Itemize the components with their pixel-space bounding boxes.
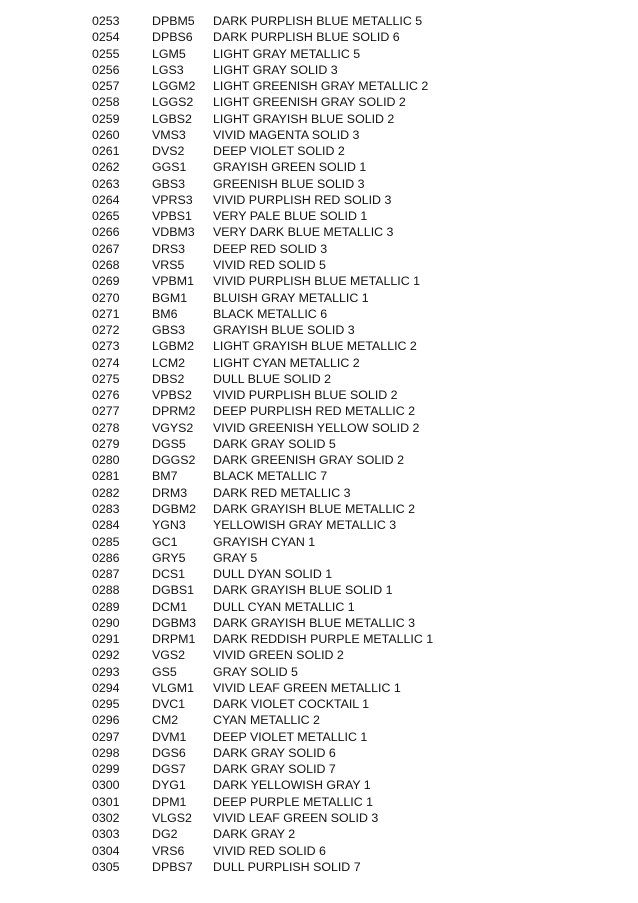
table-row [92, 29, 513, 45]
table-row [92, 224, 513, 240]
table-row [92, 843, 513, 859]
color-code: DGBM2 [152, 501, 197, 516]
color-code: DPRM2 [152, 404, 196, 419]
row-number: 0286 [92, 550, 120, 565]
table-row [92, 322, 513, 338]
color-code: DGGS2 [152, 453, 196, 468]
table-row [92, 615, 513, 631]
color-description: DARK GRAYISH BLUE METALLIC 2 [213, 501, 415, 516]
color-description: DARK GRAY 2 [213, 827, 296, 842]
color-code: DPBM5 [152, 14, 195, 28]
color-code: DG2 [152, 827, 178, 842]
color-description: LIGHT GRAY SOLID 3 [213, 62, 338, 77]
table-row [92, 647, 513, 663]
row-number: 0274 [92, 355, 120, 370]
table-row [92, 599, 513, 615]
color-code: LGGM2 [152, 79, 196, 94]
table-row [92, 208, 513, 224]
row-number: 0258 [92, 95, 120, 110]
row-number: 0260 [92, 127, 120, 142]
color-description: GRAY 5 [213, 550, 258, 565]
row-number: 0287 [92, 567, 120, 582]
color-code: LGS3 [152, 62, 184, 77]
color-code: GGS1 [152, 160, 187, 175]
color-description: BLACK METALLIC 6 [213, 306, 328, 321]
table-row [92, 94, 513, 110]
table-row [92, 143, 513, 159]
row-number: 0264 [92, 192, 120, 207]
color-code: DGS5 [152, 436, 186, 451]
table-row [92, 777, 513, 793]
table-row [92, 517, 513, 533]
color-code: VLGM1 [152, 680, 195, 695]
table-row [92, 371, 513, 387]
color-code: GBS3 [152, 176, 186, 191]
color-code: BM7 [152, 469, 178, 484]
color-code: BGM1 [152, 290, 188, 305]
color-code: GBS3 [152, 323, 186, 338]
color-description: DARK GRAY SOLID 7 [213, 762, 336, 777]
color-description: VERY DARK BLUE METALLIC 3 [213, 225, 394, 240]
color-description: DEEP PURPLISH RED METALLIC 2 [213, 404, 415, 419]
color-code: DRS3 [152, 241, 186, 256]
color-description: DARK GRAYISH BLUE SOLID 1 [213, 583, 393, 598]
table-row [92, 729, 513, 745]
color-code: VPBS2 [152, 388, 192, 403]
row-number: 0290 [92, 615, 120, 630]
row-number: 0265 [92, 209, 120, 224]
row-number: 0305 [92, 859, 120, 874]
color-code: DGBS1 [152, 583, 195, 598]
row-number: 0259 [92, 111, 120, 126]
color-code: GS5 [152, 664, 177, 679]
table-row [92, 62, 513, 78]
table-row [92, 127, 513, 143]
table-row [92, 452, 513, 468]
color-description: GREENISH BLUE SOLID 3 [213, 176, 365, 191]
color-code: CM2 [152, 713, 179, 728]
color-description: CYAN METALLIC 2 [213, 713, 320, 728]
color-description: VIVID PURPLISH RED SOLID 3 [213, 192, 392, 207]
table-row [92, 387, 513, 403]
color-description: DARK GRAY SOLID 6 [213, 745, 336, 760]
row-number: 0262 [92, 160, 120, 175]
table-row [92, 159, 513, 175]
color-code: LGM5 [152, 46, 186, 61]
table-row [92, 534, 513, 550]
table-row [92, 745, 513, 761]
color-code: VDBM3 [152, 225, 195, 240]
row-number: 0275 [92, 371, 120, 386]
table-row [92, 582, 513, 598]
color-description: DULL DYAN SOLID 1 [213, 567, 333, 582]
color-code: LGGS2 [152, 95, 194, 110]
row-number: 0277 [92, 404, 120, 419]
row-number: 0253 [92, 14, 120, 28]
table-row [92, 550, 513, 566]
color-code-table-body [92, 13, 513, 875]
color-description: LIGHT GREENISH GRAY METALLIC 2 [213, 79, 429, 94]
table-row [92, 420, 513, 436]
row-number: 0296 [92, 713, 120, 728]
table-row [92, 257, 513, 273]
color-code: DRM3 [152, 485, 188, 500]
color-description: LIGHT GRAYISH BLUE SOLID 2 [213, 111, 395, 126]
row-number: 0292 [92, 648, 120, 663]
color-description: LIGHT CYAN METALLIC 2 [213, 355, 360, 370]
row-number: 0291 [92, 632, 120, 647]
table-row [92, 664, 513, 680]
color-description: DARK VIOLET COCKTAIL 1 [213, 697, 370, 712]
color-code: DVM1 [152, 729, 187, 744]
color-code: VRS5 [152, 257, 185, 272]
color-description: DARK PURPLISH BLUE METALLIC 5 [213, 14, 423, 28]
color-description: VIVID MAGENTA SOLID 3 [213, 127, 360, 142]
color-code: VLGS2 [152, 811, 192, 826]
color-code-table [92, 13, 513, 875]
row-number: 0297 [92, 729, 120, 744]
color-code: DGS6 [152, 745, 186, 760]
table-row [92, 241, 513, 257]
table-row [92, 485, 513, 501]
row-number: 0295 [92, 697, 120, 712]
row-number: 0266 [92, 225, 120, 240]
color-description: GRAYISH GREEN SOLID 1 [213, 160, 367, 175]
color-code: DGS7 [152, 762, 186, 777]
row-number: 0280 [92, 453, 120, 468]
color-code: DRPM1 [152, 632, 196, 647]
color-description: VIVID LEAF GREEN SOLID 3 [213, 811, 379, 826]
table-row [92, 176, 513, 192]
table-row [92, 306, 513, 322]
color-code: DGBM3 [152, 615, 197, 630]
color-code: DPM1 [152, 794, 187, 809]
color-description: DARK REDDISH PURPLE METALLIC 1 [213, 632, 434, 647]
color-description: BLACK METALLIC 7 [213, 469, 328, 484]
color-code: YGN3 [152, 518, 186, 533]
color-code: DBS2 [152, 371, 185, 386]
table-row [92, 192, 513, 208]
row-number: 0267 [92, 241, 120, 256]
row-number: 0273 [92, 339, 120, 354]
color-description: GRAY SOLID 5 [213, 664, 298, 679]
color-description: DEEP PURPLE METALLIC 1 [213, 794, 373, 809]
color-code: DCS1 [152, 567, 186, 582]
color-description: DEEP VIOLET METALLIC 1 [213, 729, 368, 744]
color-description: LIGHT GREENISH GRAY SOLID 2 [213, 95, 406, 110]
table-row [92, 111, 513, 127]
table-row [92, 13, 513, 29]
table-row [92, 273, 513, 289]
color-code: DCM1 [152, 599, 188, 614]
table-row [92, 712, 513, 728]
color-description: LIGHT GRAYISH BLUE METALLIC 2 [213, 339, 417, 354]
color-code: VPBS1 [152, 209, 192, 224]
row-number: 0257 [92, 79, 120, 94]
color-description: VIVID GREENISH YELLOW SOLID 2 [213, 420, 420, 435]
table-row [92, 794, 513, 810]
row-number: 0294 [92, 680, 120, 695]
row-number: 0282 [92, 485, 120, 500]
row-number: 0301 [92, 794, 120, 809]
row-number: 0279 [92, 436, 120, 451]
color-code: VGS2 [152, 648, 186, 663]
color-description: VIVID RED SOLID 6 [213, 843, 326, 858]
table-row [92, 468, 513, 484]
color-description: VIVID GREEN SOLID 2 [213, 648, 344, 663]
row-number: 0289 [92, 599, 120, 614]
row-number: 0281 [92, 469, 120, 484]
color-code: VPRS3 [152, 192, 193, 207]
color-description: DARK PURPLISH BLUE SOLID 6 [213, 30, 400, 45]
color-code: DPBS6 [152, 30, 193, 45]
color-description: BLUISH GRAY METALLIC 1 [213, 290, 369, 305]
row-number: 0285 [92, 534, 120, 549]
row-number: 0269 [92, 274, 120, 289]
table-row [92, 501, 513, 517]
table-row [92, 566, 513, 582]
color-description: DEEP VIOLET SOLID 2 [213, 144, 345, 159]
color-description: VIVID RED SOLID 5 [213, 257, 326, 272]
color-description: DARK RED METALLIC 3 [213, 485, 351, 500]
color-code: LGBS2 [152, 111, 192, 126]
row-number: 0278 [92, 420, 120, 435]
row-number: 0272 [92, 323, 120, 338]
row-number: 0300 [92, 778, 120, 793]
row-number: 0293 [92, 664, 120, 679]
color-code: LGBM2 [152, 339, 195, 354]
table-row [92, 290, 513, 306]
color-description: DULL CYAN METALLIC 1 [213, 599, 355, 614]
color-code: BM6 [152, 306, 178, 321]
color-code: VGYS2 [152, 420, 194, 435]
table-row [92, 826, 513, 842]
color-description: DARK GRAYISH BLUE METALLIC 3 [213, 615, 415, 630]
row-number: 0261 [92, 144, 120, 159]
table-row [92, 631, 513, 647]
row-number: 0268 [92, 257, 120, 272]
color-code: VPBM1 [152, 274, 195, 289]
color-code: VMS3 [152, 127, 186, 142]
row-number: 0276 [92, 388, 120, 403]
color-code: DPBS7 [152, 859, 193, 874]
row-number: 0299 [92, 762, 120, 777]
color-description: DARK GREENISH GRAY SOLID 2 [213, 453, 404, 468]
row-number: 0304 [92, 843, 120, 858]
color-code: DVS2 [152, 144, 185, 159]
color-description: DULL BLUE SOLID 2 [213, 371, 331, 386]
color-description: GRAYISH CYAN 1 [213, 534, 316, 549]
color-description: DARK GRAY SOLID 5 [213, 436, 336, 451]
color-description: VIVID PURPLISH BLUE METALLIC 1 [213, 274, 421, 289]
table-row [92, 436, 513, 452]
row-number: 0284 [92, 518, 120, 533]
color-description: VIVID LEAF GREEN METALLIC 1 [213, 680, 401, 695]
table-row [92, 680, 513, 696]
color-code: DVC1 [152, 697, 186, 712]
color-code: GC1 [152, 534, 178, 549]
color-code: VRS6 [152, 843, 185, 858]
table-row [92, 859, 513, 875]
row-number: 0288 [92, 583, 120, 598]
color-description: VIVID PURPLISH BLUE SOLID 2 [213, 388, 398, 403]
color-description: VERY PALE BLUE SOLID 1 [213, 209, 368, 224]
table-row [92, 46, 513, 62]
table-row [92, 355, 513, 371]
color-description: LIGHT GRAY METALLIC 5 [213, 46, 361, 61]
row-number: 0271 [92, 306, 120, 321]
color-code: GRY5 [152, 550, 186, 565]
row-number: 0256 [92, 62, 120, 77]
row-number: 0283 [92, 501, 120, 516]
row-number: 0255 [92, 46, 120, 61]
color-description: DARK YELLOWISH GRAY 1 [213, 778, 371, 793]
table-row [92, 810, 513, 826]
table-row [92, 761, 513, 777]
color-description: DULL PURPLISH SOLID 7 [213, 859, 361, 874]
color-code: DYG1 [152, 778, 186, 793]
color-description: GRAYISH BLUE SOLID 3 [213, 323, 355, 338]
row-number: 0302 [92, 811, 120, 826]
row-number: 0303 [92, 827, 120, 842]
table-row [92, 78, 513, 94]
table-row [92, 403, 513, 419]
table-row [92, 696, 513, 712]
row-number: 0298 [92, 745, 120, 760]
row-number: 0263 [92, 176, 120, 191]
color-description: YELLOWISH GRAY METALLIC 3 [213, 518, 397, 533]
color-code: LCM2 [152, 355, 186, 370]
row-number: 0254 [92, 30, 120, 45]
row-number: 0270 [92, 290, 120, 305]
color-description: DEEP RED SOLID 3 [213, 241, 328, 256]
table-row [92, 338, 513, 354]
